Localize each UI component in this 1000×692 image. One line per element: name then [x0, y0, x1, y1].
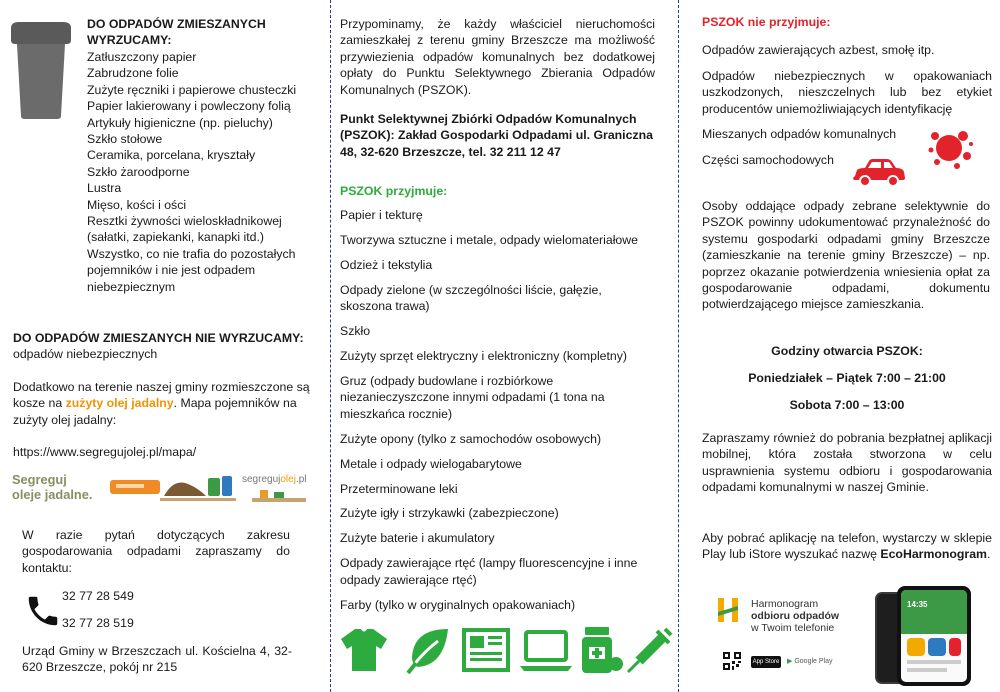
app-banner-line: Harmonogram: [751, 598, 819, 610]
banner-logo-part: olej: [280, 474, 296, 485]
app-banner-line: odbioru odpadów: [751, 610, 840, 622]
hours-title: Godziny otwarcia PSZOK:: [771, 344, 923, 358]
pszok-rejects-title: PSZOK nie przyjmuje:: [702, 15, 831, 29]
phone-number-2[interactable]: 32 77 28 519: [62, 616, 134, 630]
list-item: Zużyte ręczniki i papierowe chusteczki: [87, 82, 297, 97]
reject-item: Odpadów niebezpiecznych w opakowaniach uszkodzonych, nieszczelnych lub bez etykiet producentów uniemożliwiających identyfikację: [702, 69, 992, 116]
qr-code-icon: [723, 652, 741, 670]
oil-bottles-illustration: [110, 474, 238, 504]
pszok-reminder: Przypominamy, że każdy właściciel nieruchomości zamieszkałej z terenu gminy Brzeszcze ma możliwość przywiezienia odpadów komunalnych bez dodatkowej opłaty do Punktu Selektywnego Zbierania Odpadów Komunalnych (PSZOK).: [340, 17, 655, 97]
list-item: Gruz (odpady budowlane i rozbiórkowe niezanieczyszczone innymi odpadami (1 tona na mieszkańca rocznie): [340, 373, 605, 421]
oil-banner: [10, 468, 310, 508]
phone-clock: 14:35: [907, 600, 928, 609]
list-item: Szkło: [340, 324, 371, 339]
mixed-yes-title: DO ODPADÓW ZMIESZANYCH WYRZUCAMY:: [87, 17, 266, 48]
app-download-text: Aby pobrać aplikację na telefon, wystarczy w sklepie Play lub iStore wyszukać nazwę: [702, 531, 992, 562]
list-item: Ceramika, porcelana, kryształy: [87, 148, 256, 163]
phone-screen-header: [901, 590, 967, 634]
column-pszok-rejects: [679, 0, 1000, 692]
pszok-accepts-title: PSZOK przyjmuje:: [340, 184, 448, 198]
app-download-info: [702, 530, 992, 563]
phone-mockup: [897, 586, 971, 686]
app-name: EcoHarmonogram: [880, 547, 987, 562]
tshirt-icon: [339, 625, 389, 675]
medicine-icon: [579, 625, 625, 675]
list-item: Zabrudzone folie: [87, 66, 179, 81]
contact-text: W razie pytań dotyczących zakresu gospodarowania odpadami zapraszamy do kontaktu:: [22, 528, 290, 575]
list-item: Mięso, kości i ości: [87, 197, 187, 212]
ecoharmonogram-logo-icon: [715, 596, 741, 624]
list-item: Farby (tylko w oryginalnych opakowaniach): [340, 597, 576, 612]
banner-logo-part: segreguj: [242, 474, 281, 485]
office-address: Urząd Gminy w Brzeszczach ul. Kościelna 4, 32-620 Brzeszcze, pokój nr 215: [22, 644, 292, 675]
phone-screen: [901, 590, 967, 682]
oil-info-text: Dodatkowo na terenie naszej gminy rozmieszczone są kosze na: [13, 380, 310, 411]
mixed-yes-list: [87, 49, 317, 295]
google-play-label: Google Play: [794, 658, 833, 665]
list-item: Wszystko, co nie trafia do pozostałych pojemników i nie jest odpadem niebezpiecznym: [87, 246, 296, 294]
list-item: Szkło stołowe: [87, 132, 163, 147]
column-pszok-accepts: [331, 0, 678, 692]
reject-item: Części samochodowych: [702, 153, 834, 167]
phone-list-line: [907, 668, 947, 672]
list-item: Resztki żywności wieloskładnikowej (sałatki, zapiekanki, kanapki itd.): [87, 214, 282, 245]
car-icon: [851, 156, 907, 188]
banner-slogan-line: oleje jadalne.: [12, 487, 93, 502]
list-item: Zatłuszczony papier: [87, 50, 197, 64]
list-item: Papier lakierowany i powleczony folią: [87, 99, 291, 114]
google-play-badge[interactable]: [787, 657, 832, 665]
list-item: Odpady zielone (w szczególności liście, gałęzie, skoszona trawa): [340, 282, 602, 314]
reject-item: Odpadów zawierających azbest, smołę itp.: [702, 43, 935, 57]
banner-slogan-line: Segreguj: [12, 472, 67, 487]
phone-list-line: [907, 660, 961, 664]
phone-icon: [24, 592, 62, 630]
oil-map-link[interactable]: https://www.segregujolej.pl/mapa/: [13, 445, 197, 459]
mixed-no-title: DO ODPADÓW ZMIESZANYCH NIE WYRZUCAMY:: [13, 331, 304, 345]
app-banner: [701, 586, 997, 688]
column-mixed-waste: [0, 0, 330, 692]
list-item: Artykuły higieniczne (np. pieluchy): [87, 115, 273, 130]
list-item: Zużyte opony (tylko z samochodów osobowych): [340, 431, 602, 446]
banner-logo-part: .pl: [295, 474, 307, 485]
phone-app-tile: [949, 638, 961, 656]
list-item: Szkło żaroodporne: [87, 164, 190, 179]
phone-app-tile: [928, 638, 946, 656]
play-triangle-icon: ▶: [787, 658, 793, 665]
app-store-badge[interactable]: App Store: [751, 656, 781, 668]
banner-slogan: [12, 472, 92, 502]
proof-text: Osoby oddające odpady zebrane selektywnie do PSZOK powinny udokumentować przynależność do systemu gospodarki odpadami gminy Brzeszcze (zamieszkanie na terenie gminy Brzeszcze) – np. poprzez okazanie potwierdzenia wniesienia opłat za gospodarowanie odpadami, dokumentu potwierdzającego miejsce zamieszkania.: [702, 199, 990, 312]
pszok-accepts-list: [340, 207, 665, 621]
syringe-icon: [625, 625, 675, 675]
phone-number-1[interactable]: 32 77 28 549: [62, 589, 134, 603]
app-banner-line: w Twoim telefonie: [751, 622, 835, 634]
banner-graphic: [250, 488, 308, 504]
list-item: Przeterminowane leki: [340, 481, 458, 496]
list-item: Odpady zawierające rtęć (lampy fluorescencyjne i inne odpady zawierające rtęć): [340, 556, 638, 587]
oil-highlight: zużyty olej jadalny: [65, 396, 174, 411]
leaf-icon: [404, 625, 452, 675]
list-item: Zużyte igły i strzykawki (zabezpieczone): [340, 506, 559, 521]
list-item: Zużyte baterie i akumulatory: [340, 531, 495, 546]
hours-weekdays: Poniedziałek – Piątek 7:00 – 21:00: [748, 371, 946, 385]
paint-splash-icon: [927, 126, 975, 170]
oil-info: [13, 379, 313, 428]
list-item: Metale i odpady wielogabarytowe: [340, 456, 522, 471]
pszok-icon-row: [339, 625, 669, 675]
laptop-icon: [519, 629, 573, 673]
list-item: Papier i tekturę: [340, 208, 423, 222]
app-download-text-end: .: [987, 547, 991, 562]
oil-info-text-end: . Mapa pojemników na zużyty olej jadalny:: [13, 396, 297, 427]
phone-app-tile: [907, 638, 925, 656]
hours-saturday: Sobota 7:00 – 13:00: [789, 398, 905, 412]
banner-logo: [242, 474, 307, 485]
app-invite: Zapraszamy również do pobrania bezpłatnej aplikacji mobilnej, która została stworzona w celu usprawnienia systemu odbioru i gospodarowania odpadami komunalnymi w naszej Gminie.: [702, 431, 992, 495]
list-item: Zużyty sprzęt elektryczny i elektroniczny (kompletny): [340, 348, 628, 363]
waste-bin-icon: [9, 20, 73, 120]
list-item: Tworzywa sztuczne i metale, odpady wielomateriałowe: [340, 232, 638, 247]
reject-item: Mieszanych odpadów komunalnych: [702, 127, 897, 141]
list-item: Odzież i tekstylia: [340, 257, 433, 272]
pszok-address: Punkt Selektywnej Zbiórki Odpadów Komunalnych (PSZOK): Zakład Gospodarki Odpadami ul. Graniczna 48, 32-620 Brzeszcze, tel. 32 211 12 47: [340, 112, 653, 159]
list-item: Lustra: [87, 181, 122, 196]
app-banner-text: [751, 598, 839, 634]
newspaper-icon: [461, 627, 511, 673]
mixed-no-text: odpadów niebezpiecznych: [13, 347, 158, 361]
